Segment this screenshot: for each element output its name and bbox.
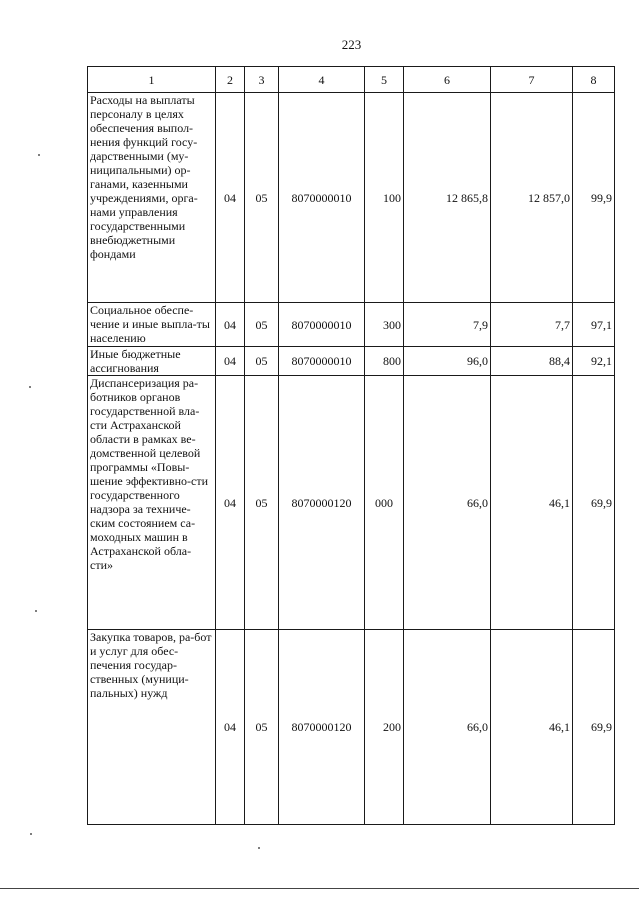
table-row xyxy=(88,630,615,825)
row-actual-amount: 12 857,0 xyxy=(491,93,573,303)
row-name: Социальное обеспе-чение и иные выпла-ты населению xyxy=(88,303,216,347)
row-subsection: 05 xyxy=(245,630,279,825)
row-percent: 69,9 xyxy=(573,376,615,630)
row-section: 04 xyxy=(216,93,245,303)
row-planned-amount: 12 865,8 xyxy=(404,93,491,303)
table-row xyxy=(88,93,615,303)
row-target-article: 8070000010 xyxy=(279,303,365,347)
row-target-article: 8070000010 xyxy=(279,347,365,376)
scan-speck xyxy=(29,386,31,388)
bottom-rule xyxy=(0,888,639,889)
row-actual-amount: 7,7 xyxy=(491,303,573,347)
row-subsection: 05 xyxy=(245,347,279,376)
row-percent: 99,9 xyxy=(573,93,615,303)
row-expense-type: 800 xyxy=(365,347,404,376)
row-name: Расходы на выплаты персоналу в целях обеспечения выпол-нения функций госу-дарственными (му-ниципальными) ор-ганами, казенными учреждениями, орга-нами управления государственными внебюджетными фондами xyxy=(88,93,216,303)
row-target-article: 8070000120 xyxy=(279,630,365,825)
header-row xyxy=(88,67,615,93)
row-percent: 92,1 xyxy=(573,347,615,376)
row-expense-type: 200 xyxy=(365,630,404,825)
row-expense-type: 000 xyxy=(365,376,404,630)
row-expense-type: 100 xyxy=(365,93,404,303)
budget-table xyxy=(87,66,615,825)
row-percent: 97,1 xyxy=(573,303,615,347)
header-col-6: 6 xyxy=(404,67,491,93)
header-col-8: 8 xyxy=(573,67,615,93)
scan-speck xyxy=(38,154,40,156)
row-section: 04 xyxy=(216,303,245,347)
page-number: 223 xyxy=(341,37,362,52)
header-col-2: 2 xyxy=(216,67,245,93)
row-subsection: 05 xyxy=(245,93,279,303)
row-section: 04 xyxy=(216,630,245,825)
table-row xyxy=(88,347,615,376)
row-actual-amount: 46,1 xyxy=(491,630,573,825)
header-col-3: 3 xyxy=(245,67,279,93)
scan-speck xyxy=(30,833,32,835)
row-name: Диспансеризация ра-ботников органов государственной вла-сти Астраханской области в рамках ве-домственной целевой программы «Повы-шение эффективно-сти государственного надзора за техниче-ским состоянием са-моходных машин в Астраханской обла-сти» xyxy=(88,376,216,630)
row-name: Закупка товаров, ра-бот и услуг для обес-печения государ-ственных (муници-пальных) нужд xyxy=(88,630,216,825)
header-col-1: 1 xyxy=(88,67,216,93)
row-planned-amount: 66,0 xyxy=(404,630,491,825)
row-subsection: 05 xyxy=(245,376,279,630)
table-row xyxy=(88,376,615,630)
row-actual-amount: 88,4 xyxy=(491,347,573,376)
row-name: Иные бюджетные ассигнования xyxy=(88,347,216,376)
header-col-4: 4 xyxy=(279,67,365,93)
row-section: 04 xyxy=(216,376,245,630)
header-col-5: 5 xyxy=(365,67,404,93)
row-planned-amount: 7,9 xyxy=(404,303,491,347)
header-col-7: 7 xyxy=(491,67,573,93)
row-subsection: 05 xyxy=(245,303,279,347)
table-row xyxy=(88,303,615,347)
scan-speck xyxy=(35,610,37,612)
scan-speck xyxy=(258,847,260,849)
row-target-article: 8070000010 xyxy=(279,93,365,303)
row-percent: 69,9 xyxy=(573,630,615,825)
row-actual-amount: 46,1 xyxy=(491,376,573,630)
row-target-article: 8070000120 xyxy=(279,376,365,630)
row-expense-type: 300 xyxy=(365,303,404,347)
row-planned-amount: 66,0 xyxy=(404,376,491,630)
row-planned-amount: 96,0 xyxy=(404,347,491,376)
row-section: 04 xyxy=(216,347,245,376)
